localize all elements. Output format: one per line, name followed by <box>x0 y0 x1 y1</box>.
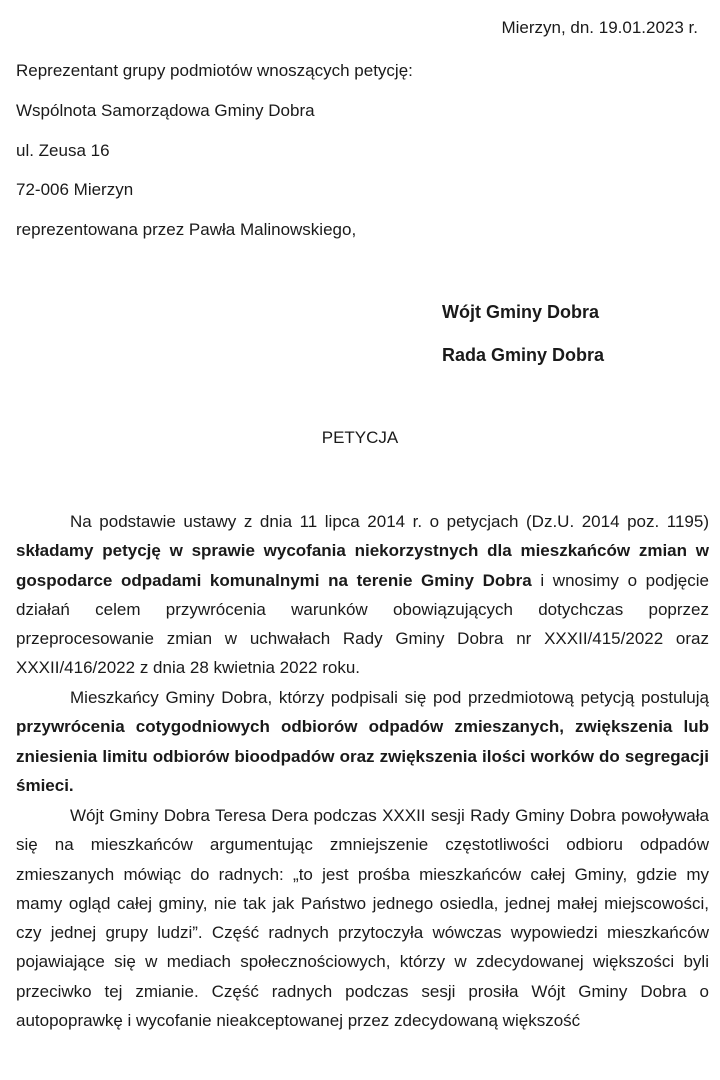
sender-representative: reprezentowana przez Pawła Malinowskiego, <box>16 220 357 239</box>
paragraph1-bold: składamy petycję w sprawie wycofania niekorzystnych dla mieszkańców zmian w gospodarce odpadami komunalnymi na terenie Gminy Dobra <box>16 541 709 590</box>
addressee-wojt: Wójt Gminy Dobra <box>442 302 599 322</box>
sender-organization: Wspólnota Samorządowa Gminy Dobra <box>16 101 315 120</box>
paragraph2-bold: przywrócenia cotygodniowych odbiorów odpadów zmieszanych, zwiększenia lub zniesienia limitu odbiorów bioodpadów oraz zwiększenia ilości worków do segregacji śmieci. <box>16 717 709 795</box>
sender-street: ul. Zeusa 16 <box>16 141 110 160</box>
paragraph3-text: Wójt Gminy Dobra Teresa Dera podczas XXXII sesji Rady Gminy Dobra powoływała się na mieszkańców argumentując zmniejszenie częstotliwości odbioru odpadów zmieszanych mówiąc do radnych: „to jest prośba mieszkańców całej Gminy, gdzie my mamy ogląd całej gminy, nie tak jak Państwo jednego osiedla, jednej małej miejscowości, czy jednej grupy ludzi”. Część radnych przytoczyła wówczas wypowiedzi mieszkańców pojawiające się w mediach społecznościowych, którzy w zdecydowanej większości byli przeciwko tej zmianie. Część radnych podczas sesji prosiła Wójt Gminy Dobra o autopoprawkę i wycofanie nieakceptowanej przez zdecydowaną większość <box>16 806 709 1031</box>
paragraph-legal-basis <box>16 507 709 683</box>
document-title: PETYCJA <box>321 428 399 447</box>
sender-postal-city: 72-006 Mierzyn <box>16 180 134 199</box>
paragraph-demands <box>16 683 709 800</box>
paragraph1-text: Na podstawie ustawy z dnia 11 lipca 2014 r. o petycjach (Dz.U. 2014 poz. 1195) <box>70 512 709 531</box>
document-date: Mierzyn, dn. 19.01.2023 r. <box>501 18 698 37</box>
sender-heading: Reprezentant grupy podmiotów wnoszących petycję: <box>16 61 413 80</box>
paragraph-session <box>16 801 709 1035</box>
paragraph1-text-cont: i wnosimy o podjęcie działań celem przywrócenia warunków obowiązujących dotychczas poprzez przeprocesowanie zmian w uchwałach Rady Gminy Dobra nr XXXII/415/2022 oraz XXXII/416/2022 z dnia 28 kwietnia 2022 roku. <box>16 570 709 678</box>
addressee-rada: Rada Gminy Dobra <box>442 345 605 365</box>
paragraph2-text: Mieszkańcy Gminy Dobra, którzy podpisali się pod przedmiotową petycją postulują <box>70 688 709 707</box>
